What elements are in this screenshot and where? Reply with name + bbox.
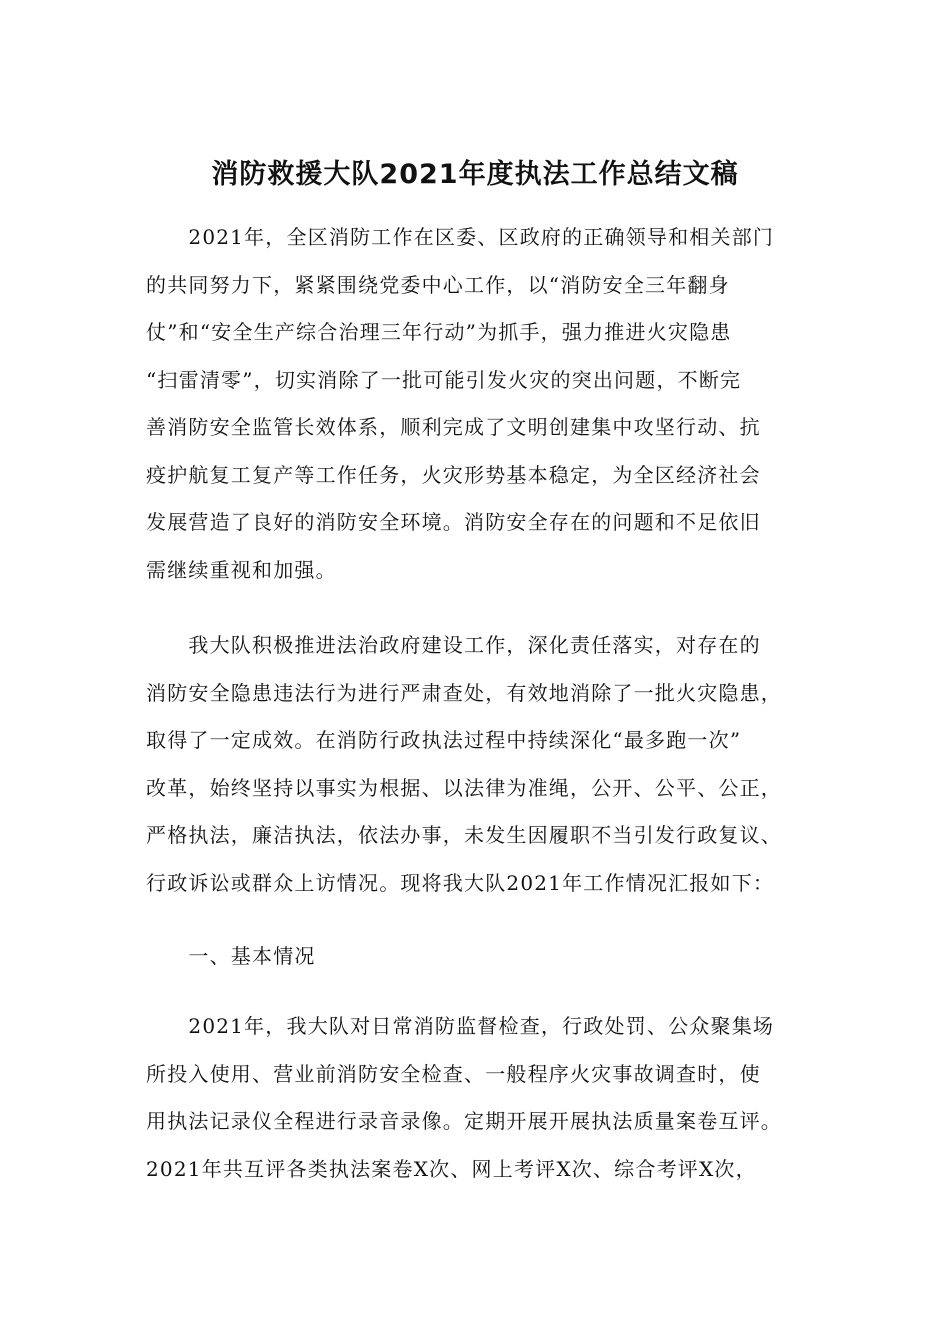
paragraph-line: 的共同努力下，紧紧围绕党委中心工作，以“消防安全三年翻身 — [146, 272, 730, 297]
paragraph-line: 行政诉讼或群众上访情况。现将我大队2021年工作情况汇报如下： — [146, 870, 775, 895]
paragraph-2 — [146, 622, 808, 907]
paragraph-line: 所投入使用、营业前消防安全检查、一般程序火灾事故调查时，使 — [146, 1061, 761, 1086]
paragraph-line: 严格执法，廉洁执法，依法办事，未发生因履职不当引发行政复议、 — [146, 823, 782, 847]
paragraph-1 — [146, 214, 808, 594]
paragraph-line: 2021年，全区消防工作在区委、区政府的正确领导和相关部门 — [146, 225, 775, 249]
paragraph-line: 2021年共互评各类执法案卷X次、网上考评X次、综合考评X次， — [146, 1156, 757, 1181]
paragraph-3 — [146, 1003, 808, 1193]
paragraph-line: 2021年，我大队对日常消防监督检查，行政处罚、公众聚集场 — [146, 1014, 775, 1038]
paragraph-line: 善消防安全监管长效体系，顺利完成了文明创建集中攻坚行动、抗 — [146, 415, 761, 439]
paragraph-line: “扫雷清零”，切实消除了一批可能引发火灾的突出问题，不断完 — [146, 367, 742, 392]
section-heading — [146, 933, 808, 981]
paragraph-line: 我大队积极推进法治政府建设工作，深化责任落实，对存在的 — [146, 633, 761, 657]
paragraph-line: 取得了一定成效。在消防行政执法过程中持续深化“最多跑一次” — [146, 728, 742, 752]
document-title: 消防救援大队2021年度执法工作总结文稿 — [211, 159, 739, 190]
paragraph-line: 消防安全隐患违法行为进行严肃查处，有效地消除了一批火灾隐患， — [146, 680, 782, 705]
paragraph-line: 改革，始终坚持以事实为根据、以法律为准绳，公开、公平、公正， — [146, 775, 782, 800]
paragraph-line: 疫护航复工复产等工作任务，火灾形势基本稳定，为全区经济社会 — [146, 462, 761, 487]
paragraph-line: 用执法记录仪全程进行录音录像。定期开展开展执法质量案卷互评。 — [146, 1109, 782, 1133]
paragraph-line: 发展营造了良好的消防安全环境。消防安全存在的问题和不足依旧 — [146, 510, 761, 534]
heading-line: 一、基本情况 — [146, 944, 316, 968]
paragraph-line: 需继续重视和加强。 — [146, 557, 337, 582]
paragraph-line: 仗”和“安全生产综合治理三年行动”为抓手，强力推进火灾隐患 — [146, 320, 732, 344]
